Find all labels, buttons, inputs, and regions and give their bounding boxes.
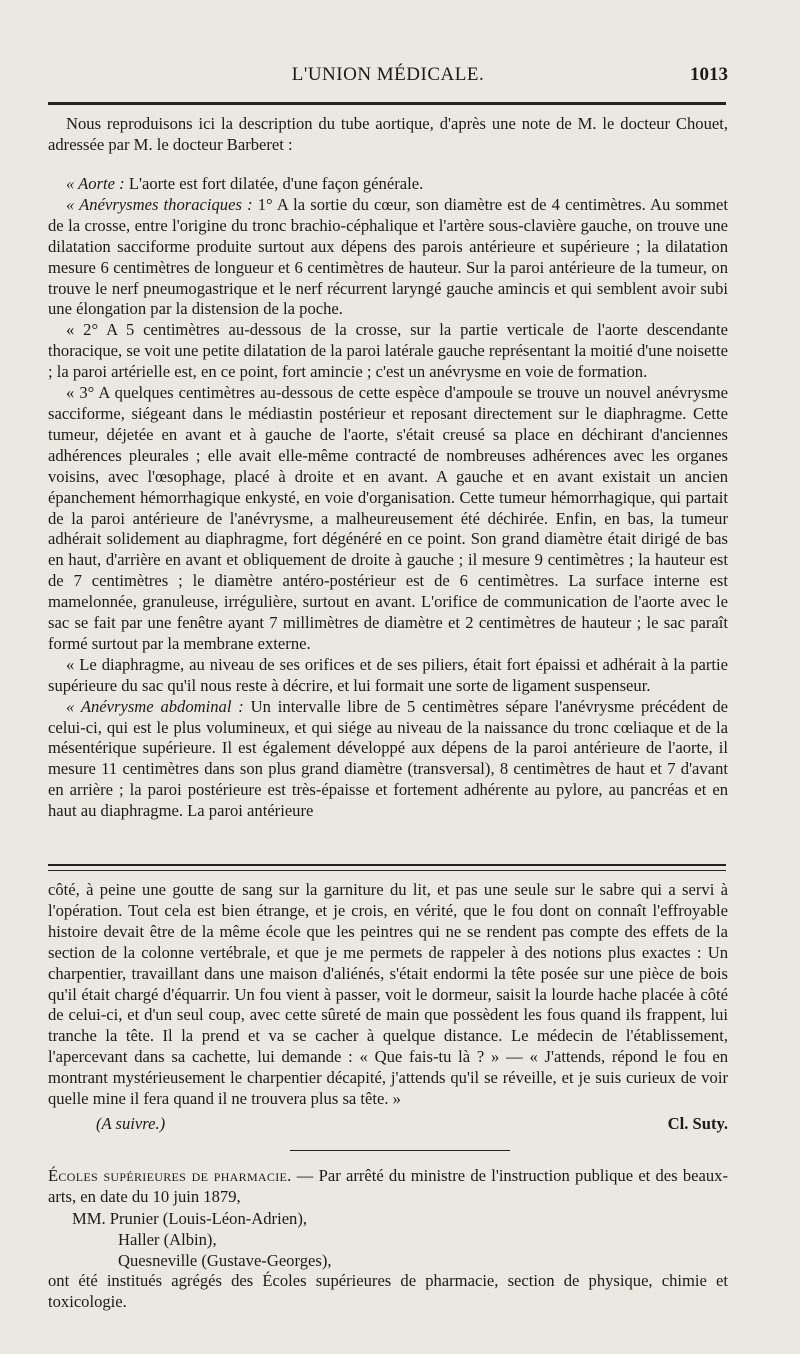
body-text: « 2° A 5 centimètres au-dessous de la crosse, sur la partie verticale de l'aorte descendante thoracique, se voit une petite dilatation de la paroi latérale gauche représentant la moitié d'une noisette ; la paroi artérielle est, en ce point, fort amincie ; c'est un anévrysme en voie de formation. (48, 320, 728, 382)
notice-conclusion: ont été institués agrégés des Écoles supérieures de pharmacie, section de physique, chimie et toxicologie. (48, 1270, 728, 1311)
lead-text: « Aorte : (66, 174, 125, 193)
signature-row (48, 1114, 728, 1136)
notice-intro (48, 1166, 728, 1208)
section-divider (290, 1150, 510, 1151)
paragraph-aorte (48, 174, 728, 195)
name-entry: MM. Prunier (Louis-Léon-Adrien), (72, 1208, 308, 1228)
feuilleton-section (48, 880, 728, 1110)
paragraph-abdominal (48, 697, 728, 822)
name-entry: Haller (Albin), (118, 1229, 217, 1249)
running-title: L'UNION MÉDICALE. (291, 64, 485, 85)
body-text: « Le diaphragme, au niveau de ses orifices et de ses piliers, était fort épaissi et adhérait à la partie supérieure du sac qu'il nous reste à décrire, et lui formait une sorte de ligament suspenseur. (48, 654, 728, 695)
paragraph-third (48, 383, 728, 655)
paragraph-diaphragm (48, 655, 728, 697)
header-rule (48, 102, 726, 105)
pharmacy-notice (48, 1166, 728, 1313)
feuilleton-rule-thin (48, 870, 726, 871)
author-signature: Cl. Suty. (667, 1114, 728, 1133)
intro-paragraph: Nous reproduisons ici la description du tube aortique, d'après une note de M. le docteur Chouet, adressée par M. le docteur Barberet : (48, 114, 728, 154)
feuilleton-paragraph: côté, à peine une goutte de sang sur la garniture du lit, et pas une seule sur le sabre qui a servi à l'opération. Tout cela est bien étrange, et je crois, en vérité, que le fou dont on connaît l'effroyable histoire devait être de la même école que les peintres qui ne se rendent pas compte des effets de la section de la colonne vertébrale, et que je me permets de rappeler à des notions plus exactes : Un charpentier, travaillant dans une maison d'aliénés, s'était endormi la tête posée sur une pièce de bois qu'il était chargé d'équarrir. Un fou vient à passer, voit le dormeur, saisit la lourde hache placée à côté de celui-ci, et d'un seul coup, avec cette sûreté de main que possèdent les fous quand ils frappent, lui tranche la tête. Il la prend et va se cacher à quelque distance. Le médecin de l'établissement, l'apercevant dans sa cachette, lui demande : « Que fais-tu là ? » — « J'attends, répond le fou en montrant mystérieusement le charpentier décapité, j'attends qu'il se réveille, et je suis curieux de voir quelle mine il fera quand il ne trouvera plus sa tête. » (48, 880, 728, 1109)
paragraph-thoracic (48, 195, 728, 320)
page-header (48, 62, 728, 92)
intro-section (48, 114, 728, 156)
lead-text: « Anévrysme abdominal : (66, 696, 244, 716)
lead-text: « Anévrysmes thoraciques : (66, 194, 253, 214)
body-text: « 3° A quelques centimètres au-dessous de cette espèce d'ampoule se trouve un nouvel anévrysme sacciforme, siégeant dans le médiastin postérieur et reposant directement sur le diaphragme. Cette tumeur, déjetée en avant et à gauche de l'aorte, s'était creusé sa place en déchirant d'anciennes adhérences pleurales ; elle avait elle-même contracté de nombreuses adhérences avec les organes voisins, avec l'œsophage, placé à droite et en avant. A gauche et en avant existait un ancien épanchement hémorrhagique enkysté, en voie d'organisation. Cette tumeur hémorrhagique, qui partait de la paroi antérieure de l'anévrysme, a malheureusement été déchirée. Enfin, en bas, la tumeur adhérait solidement au diaphragme, fort dégénéré en ce point. Son grand diamètre était dirigé de bas en haut, d'arrière en avant et obliquement de droite à gauche ; il mesure 9 centimètres ; la hauteur est de 7 centimètres ; le diamètre antéro-postérieur est de 6 centimètres. La surface interne est mamelonnée, granuleuse, irrégulière, surtout en avant. L'orifice de communication de l'aorte avec le sac se fait par une fenêtre ayant 7 millimètres de diamètre et 2 centimètres de hauteur ; le sac paraît formé surtout par la membrane externe. (48, 383, 728, 653)
paragraph-second (48, 320, 728, 383)
body-text: Un intervalle libre de 5 centimètres sépare l'anévrysme précédent de celui-ci, qui est le plus volumineux, et qui siége au niveau de la naissance du tronc cœliaque et de la mésentérique supérieure. Il est également développé aux dépens de la paroi antérieure de l'aorte, il mesure 11 centimètres dans son plus grand diamètre (transversal), 8 centimètres de haut et 7 d'avant en arrière ; la paroi postérieure est très-épaisse et fortement adhérente au pylore, au pancréas et en haut au diaphragme. La paroi antérieure (48, 696, 728, 821)
body-text: 1° A la sortie du cœur, son diamètre est de 4 centimètres. Au sommet de la crosse, entre l'origine du tronc brachio-céphalique et l'artère sous-clavière gauche, on trouve une dilatation sacciforme produite surtout aux dépens des parois antérieure et supérieure ; la dilatation mesure 6 centimètres de longueur et 6 centimètres de hauteur. Sur la paroi antérieure de la tumeur, on trouve le nerf pneumogastrique et le nerf récurrent laryngé gauche amincis et qui semblent avoir subi une élongation par la distension de la poche. (48, 194, 728, 319)
name-entry: Quesneville (Gustave-Georges), (118, 1250, 332, 1270)
aorta-description (48, 174, 728, 822)
page-number: 1013 (690, 64, 728, 85)
feuilleton-rule (48, 864, 726, 866)
names-list (48, 1208, 728, 1271)
body-text: L'aorte est fort dilatée, d'une façon générale. (124, 174, 424, 193)
notice-heading: Écoles supérieures de pharmacie. (48, 1166, 292, 1185)
notice-text: — Par arrêté du ministre de l'instruction publique et des beaux-arts, en date du 10 juin 1879, (48, 1166, 728, 1206)
to-be-continued: (A suivre.) (96, 1114, 166, 1133)
